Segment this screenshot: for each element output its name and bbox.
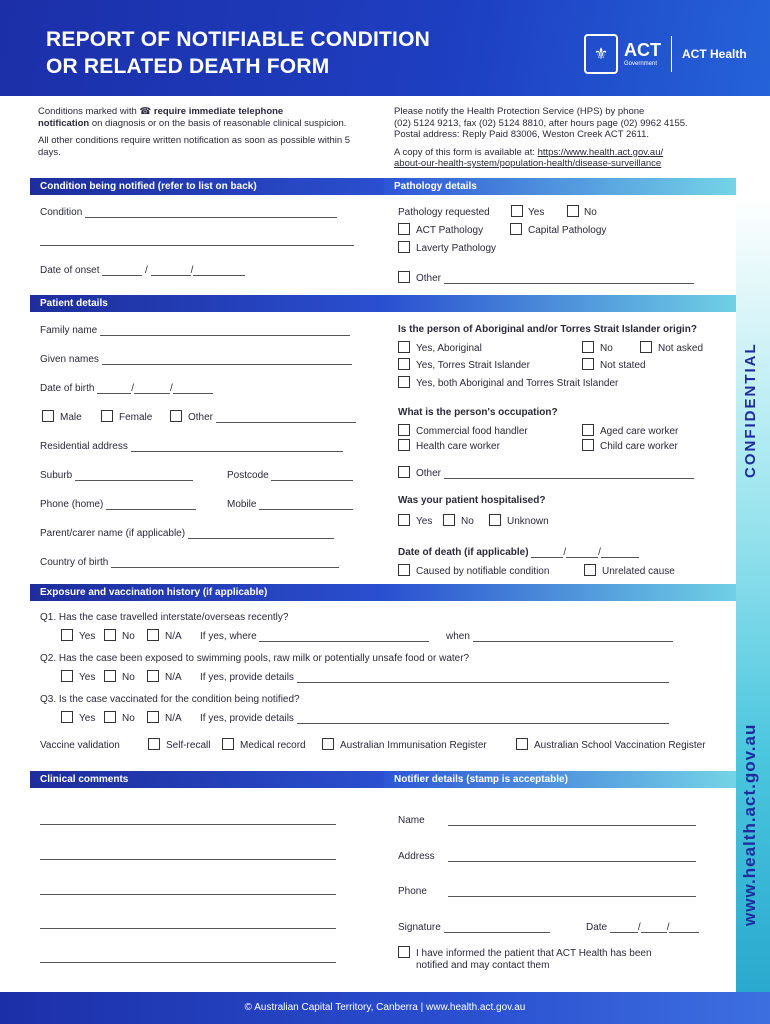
act-crest-icon: ⚜ — [584, 34, 618, 74]
notifier-name-field[interactable]: Name — [398, 815, 425, 826]
form-link[interactable]: https://www.health.act.gov.au/ — [537, 146, 664, 158]
clinical-comment-line[interactable] — [40, 849, 336, 860]
sex-other-field[interactable]: Other — [188, 412, 356, 423]
pathology-yes-checkbox[interactable] — [511, 205, 523, 217]
exposure-q3: Q3. Is the case vaccinated for the condition being notified? — [40, 694, 300, 705]
notifier-phone-field[interactable]: Phone — [398, 886, 427, 897]
atsi-not-asked-checkbox[interactable] — [640, 341, 652, 353]
date-of-death-field[interactable]: Date of death (if applicable) / / — [398, 547, 639, 558]
atsi-yes-tsi-checkbox[interactable] — [398, 358, 410, 370]
telephone-icon: ☎ — [139, 106, 152, 117]
intro-right: Please notify the Health Protection Service (HPS) by phone (02) 5124 9213, fax (02) 5124 8810, after hours page (02) 9962 4155. Postal address: Reply Paid 83006, Weston Creek ACT 2611. A copy of this form is available at: https://www.health.act.gov.au/ about-our-health-system/population-health/disease-surveillance — [394, 106, 734, 170]
q1-no-checkbox[interactable] — [104, 629, 116, 641]
section-clinical: Clinical comments — [30, 771, 384, 788]
pathology-no-checkbox[interactable] — [567, 205, 579, 217]
form-title: REPORT OF NOTIFIABLE CONDITION OR RELATED DEATH FORM — [46, 28, 430, 78]
atsi-yes-aboriginal-checkbox[interactable] — [398, 341, 410, 353]
occupation-other-field[interactable]: Other — [416, 468, 694, 479]
section-patient: Patient details — [30, 295, 736, 312]
hospitalised-yes-checkbox[interactable] — [398, 514, 410, 526]
capital-pathology-checkbox[interactable] — [510, 223, 522, 235]
occupation-health-checkbox[interactable] — [398, 439, 410, 451]
occupation-food-checkbox[interactable] — [398, 424, 410, 436]
clinical-comment-line[interactable] — [40, 884, 336, 895]
q2-details-field[interactable]: If yes, provide details — [200, 672, 669, 683]
sex-other-checkbox[interactable] — [170, 410, 182, 422]
mobile-field[interactable]: Mobile — [227, 499, 353, 510]
clinical-comment-line[interactable] — [40, 952, 336, 963]
notifier-date-field[interactable]: Date / / — [586, 922, 699, 933]
dob-field[interactable]: Date of birth / / — [40, 383, 213, 394]
act-government-logo: ⚜ ACT Government ACT Health — [584, 32, 747, 76]
death-unrelated-checkbox[interactable] — [584, 564, 596, 576]
suburb-field[interactable]: Suburb — [40, 470, 193, 481]
occupation-child-care-checkbox[interactable] — [582, 439, 594, 451]
section-condition: Condition being notified (refer to list on back) — [30, 178, 384, 195]
exposure-q2: Q2. Has the case been exposed to swimming pools, raw milk or potentially unsafe food or water? — [40, 653, 470, 664]
asvr-checkbox[interactable] — [516, 738, 528, 750]
atsi-yes-both-checkbox[interactable] — [398, 376, 410, 388]
q1-when-field[interactable]: when — [446, 631, 673, 642]
country-of-birth-field[interactable]: Country of birth — [40, 557, 339, 568]
exposure-q1: Q1. Has the case travelled interstate/overseas recently? — [40, 612, 289, 623]
q2-yes-checkbox[interactable] — [61, 670, 73, 682]
given-names-field[interactable]: Given names — [40, 354, 352, 365]
hospitalised-no-checkbox[interactable] — [443, 514, 455, 526]
q3-details-field[interactable]: If yes, provide details — [200, 713, 669, 724]
act-pathology-checkbox[interactable] — [398, 223, 410, 235]
pathology-other-field[interactable]: Other — [416, 273, 694, 284]
form-link-cont[interactable]: about-our-health-system/population-health/disease-surveillance — [394, 158, 662, 169]
notifier-address-field[interactable]: Address — [398, 851, 435, 862]
hospitalised-unknown-checkbox[interactable] — [489, 514, 501, 526]
parent-carer-field[interactable]: Parent/carer name (if applicable) — [40, 528, 334, 539]
atsi-question: Is the person of Aboriginal and/or Torres Strait Islander origin? — [398, 324, 697, 335]
section-pathology: Pathology details — [384, 178, 736, 195]
q1-where-field[interactable]: If yes, where — [200, 631, 429, 642]
section-exposure: Exposure and vaccination history (if applicable) — [30, 584, 736, 601]
condition-field-2[interactable] — [40, 235, 354, 246]
website-label: www.health.act.gov.au — [740, 723, 759, 926]
side-strip — [736, 196, 770, 992]
informed-patient-checkbox[interactable] — [398, 946, 410, 958]
hospitalised-question: Was your patient hospitalised? — [398, 495, 546, 506]
postcode-field[interactable]: Postcode — [227, 470, 353, 481]
q3-yes-checkbox[interactable] — [61, 711, 73, 723]
page-header — [0, 0, 770, 96]
q2-no-checkbox[interactable] — [104, 670, 116, 682]
q3-na-checkbox[interactable] — [147, 711, 159, 723]
medical-record-checkbox[interactable] — [222, 738, 234, 750]
onset-date-field[interactable]: Date of onset / / — [40, 265, 245, 276]
q1-yes-checkbox[interactable] — [61, 629, 73, 641]
confidential-label: CONFIDENTIAL — [742, 342, 759, 478]
atsi-no-checkbox[interactable] — [582, 341, 594, 353]
q3-no-checkbox[interactable] — [104, 711, 116, 723]
intro-left: Conditions marked with ☎ require immediate telephone notification on diagnosis or on the basis of reasonable clinical suspicion. All other conditions require written notification as soon as possible within 5 days. — [38, 106, 351, 158]
sex-female-checkbox[interactable] — [101, 410, 113, 422]
air-checkbox[interactable] — [322, 738, 334, 750]
occupation-question: What is the person's occupation? — [398, 407, 558, 418]
death-caused-checkbox[interactable] — [398, 564, 410, 576]
atsi-not-stated-checkbox[interactable] — [582, 358, 594, 370]
laverty-pathology-checkbox[interactable] — [398, 241, 410, 253]
page-footer: © Australian Capital Territory, Canberra | www.health.act.gov.au — [0, 992, 770, 1024]
self-recall-checkbox[interactable] — [148, 738, 160, 750]
clinical-comment-line[interactable] — [40, 918, 336, 929]
condition-field[interactable]: Condition — [40, 207, 337, 218]
occupation-other-checkbox[interactable] — [398, 466, 410, 478]
pathology-other-checkbox[interactable] — [398, 271, 410, 283]
residential-address-field[interactable]: Residential address — [40, 441, 343, 452]
section-notifier: Notifier details (stamp is acceptable) — [384, 771, 736, 788]
phone-home-field[interactable]: Phone (home) — [40, 499, 196, 510]
sex-male-checkbox[interactable] — [42, 410, 54, 422]
notifier-signature-field[interactable]: Signature — [398, 922, 550, 933]
occupation-aged-care-checkbox[interactable] — [582, 424, 594, 436]
q1-na-checkbox[interactable] — [147, 629, 159, 641]
q2-na-checkbox[interactable] — [147, 670, 159, 682]
family-name-field[interactable]: Family name — [40, 325, 350, 336]
clinical-comment-line[interactable] — [40, 814, 336, 825]
